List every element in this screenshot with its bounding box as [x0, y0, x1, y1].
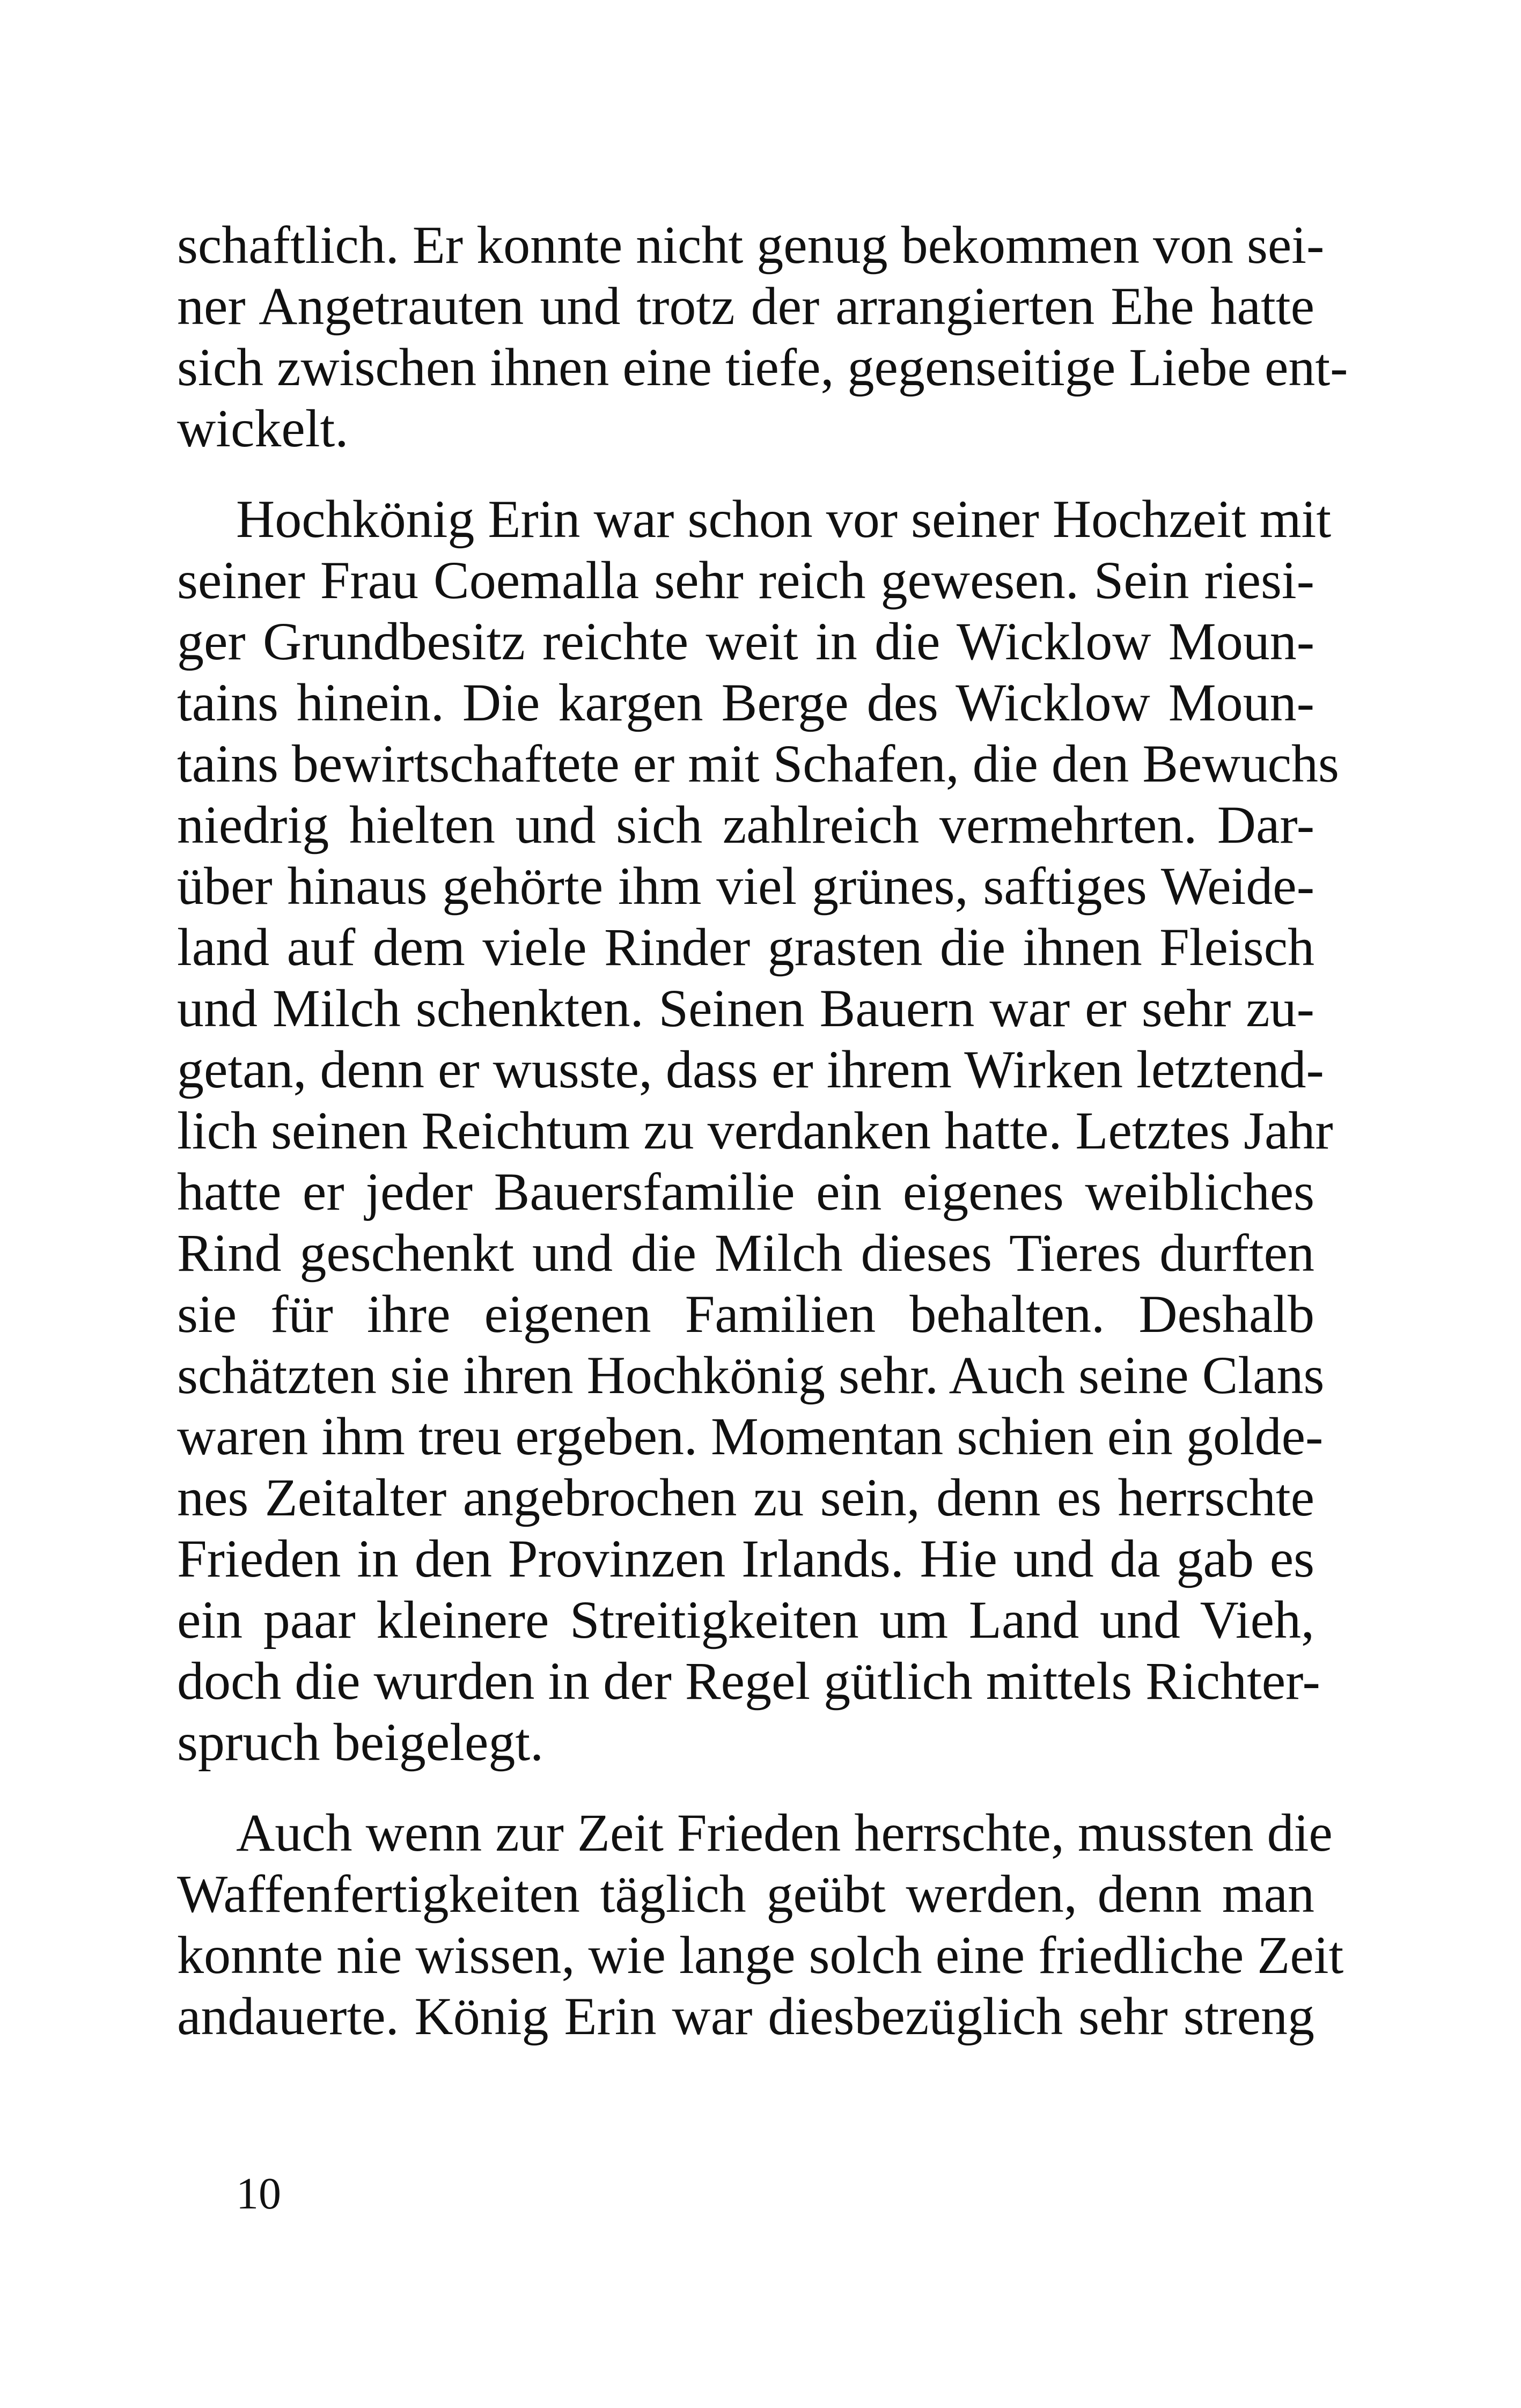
text-line: land auf dem viele Rinder grasten die ihnen Fleisch	[177, 917, 1314, 977]
text-line: sich zwischen ihnen eine tiefe, gegenseitige Liebe ent-	[177, 337, 1348, 397]
text-line: spruch beigelegt.	[177, 1712, 544, 1772]
text-line: konnte nie wissen, wie lange solch eine friedliche Zeit	[177, 1925, 1344, 1985]
text-line: tains hinein. Die kargen Berge des Wicklow Moun-	[177, 673, 1314, 732]
text-line: ner Angetrauten und trotz der arrangierten Ehe hatte	[177, 276, 1314, 336]
text-line: doch die wurden in der Regel gütlich mittels Richter-	[177, 1651, 1320, 1711]
text-line: andauerte. König Erin war diesbezüglich sehr streng	[177, 1986, 1314, 2046]
text-line: schaftlich. Er konnte nicht genug bekommen von sei-	[177, 215, 1325, 275]
text-line: Waffenfertigkeiten täglich geübt werden, denn man	[177, 1864, 1314, 1924]
text-line: tains bewirtschaftete er mit Schafen, die den Bewuchs	[177, 734, 1339, 793]
paragraph-gap	[177, 459, 1314, 489]
paragraph-gap	[177, 1773, 1314, 1802]
paragraph-1	[177, 215, 1348, 459]
text-line: niedrig hielten und sich zahlreich vermehrten. Dar-	[177, 795, 1314, 855]
text-line: schätzten sie ihren Hochkönig sehr. Auch seine Clans	[177, 1345, 1325, 1405]
text-line: Rind geschenkt und die Milch dieses Tieres durften	[177, 1223, 1314, 1283]
text-line: sie für ihre eigenen Familien behalten. Deshalb	[177, 1284, 1314, 1344]
text-line: Frieden in den Provinzen Irlands. Hie und da gab es	[177, 1529, 1314, 1588]
text-line: wickelt.	[177, 399, 349, 458]
text-line: lich seinen Reichtum zu verdanken hatte. Letztes Jahr	[177, 1101, 1333, 1160]
paragraph-2	[177, 489, 1339, 1773]
text-line: nes Zeitalter angebrochen zu sein, denn es herrschte	[177, 1468, 1314, 1527]
text-line: Auch wenn zur Zeit Frieden herrschte, mussten die	[236, 1803, 1333, 1862]
text-line: getan, denn er wusste, dass er ihrem Wirken letztend-	[177, 1040, 1324, 1099]
text-line: hatte er jeder Bauersfamilie ein eigenes weibliches	[177, 1162, 1314, 1221]
text-line: und Milch schenkten. Seinen Bauern war er sehr zu-	[177, 978, 1314, 1038]
body-text	[177, 215, 1348, 2047]
text-line: über hinaus gehörte ihm viel grünes, saftiges Weide-	[177, 856, 1314, 916]
paragraph-3	[177, 1802, 1344, 2047]
text-line: ein paar kleinere Streitigkeiten um Land und Vieh,	[177, 1590, 1314, 1649]
text-line: Hochkönig Erin war schon vor seiner Hochzeit mit	[236, 489, 1332, 549]
text-line: ger Grundbesitz reichte weit in die Wicklow Moun-	[177, 612, 1314, 671]
text-line: seiner Frau Coemalla sehr reich gewesen. Sein riesi-	[177, 550, 1314, 610]
page-number: 10	[236, 2169, 281, 2219]
text-line: waren ihm treu ergeben. Momentan schien ein golde-	[177, 1406, 1324, 1466]
